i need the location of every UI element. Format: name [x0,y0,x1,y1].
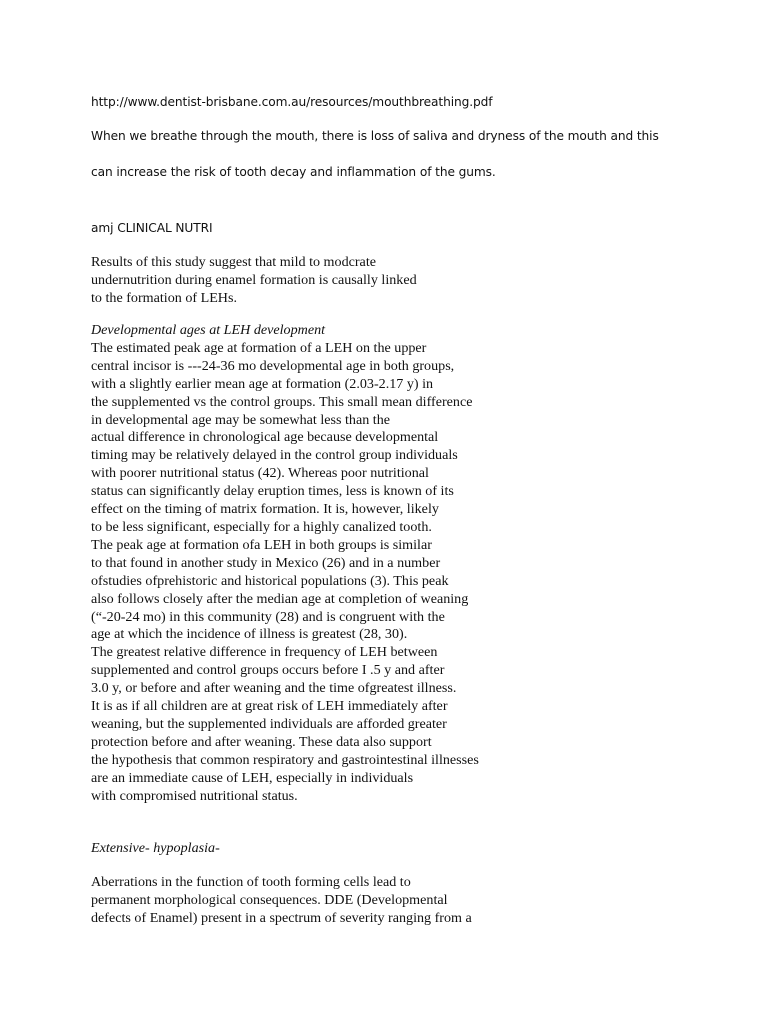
text-line: with poorer nutritional status (42). Whereas poor nutritional [91,465,429,482]
text-line: (“-20-24 mo) in this community (28) and is congruent with the [91,608,445,625]
text-line: with a slightly earlier mean age at formation (2.03-2.17 y) in [91,375,434,392]
text-line: are an immediate cause of LEH, especially in individuals [91,769,414,786]
text-line: to be less significant, especially for a highly canalized tooth. [91,518,432,535]
text-line: weaning, but the supplemented individuals are afforded greater [91,715,447,732]
text-line: Results of this study suggest that mild to modcrate [91,254,376,270]
section-extensive-hypoplasia [91,874,472,928]
intro-line-2: can increase the risk of tooth decay and inflammation of the gums. [91,165,496,179]
source-label: amj CLINICAL NUTRI [91,221,213,235]
text-line: undernutrition during enamel formation is causally linked [91,271,417,288]
text-line: It is as if all children are at great risk of LEH immediately after [91,698,448,715]
results-paragraph [91,254,417,308]
text-line: also follows closely after the median age at completion of weaning [91,590,469,607]
text-line: the hypothesis that common respiratory and gastrointestinal illnesses [91,751,479,768]
text-line: 3.0 y, or before and after weaning and the time ofgreatest illness. [91,680,457,697]
text-line: Aberrations in the function of tooth forming cells lead to [91,874,411,890]
text-line: to the formation of LEHs. [91,289,237,306]
intro-line-1: When we breathe through the mouth, there is loss of saliva and dryness of the mouth and this [91,129,659,143]
section-heading-extensive-hypoplasia: Extensive- hypoplasia- [91,840,220,856]
text-line: actual difference in chronological age because developmental [91,429,439,446]
source-url: http://www.dentist-brisbane.com.au/resources/mouthbreathing.pdf [91,95,493,109]
text-line: defects of Enamel) present in a spectrum of severity ranging from a [91,909,472,926]
section-developmental-ages [91,322,479,805]
text-line: in developmental age may be somewhat less than the [91,411,391,428]
text-line: status can significantly delay eruption times, less is known of its [91,483,454,500]
text-line: with compromised nutritional status. [91,787,298,804]
text-line: supplemented and control groups occurs before I .5 y and after [91,662,445,679]
text-line: The estimated peak age at formation of a LEH on the upper [91,339,427,356]
text-line: permanent morphological consequences. DDE (Developmental [91,891,448,908]
text-line: central incisor is ---24-36 mo developmental age in both groups, [91,357,455,374]
text-line: timing may be relatively delayed in the control group individuals [91,447,458,464]
text-line: to that found in another study in Mexico (26) and in a number [91,554,441,571]
text-line: the supplemented vs the control groups. This small mean difference [91,393,473,410]
section-heading: Developmental ages at LEH development [91,322,326,338]
text-line: effect on the timing of matrix formation. It is, however, likely [91,501,439,518]
text-line: ofstudies ofprehistoric and historical populations (3). This peak [91,572,449,589]
text-line: age at which the incidence of illness is greatest (28, 30). [91,626,408,643]
text-line: The peak age at formation ofa LEH in both groups is similar [91,536,432,553]
text-line: The greatest relative difference in frequency of LEH between [91,644,438,661]
text-line: protection before and after weaning. These data also support [91,733,432,750]
